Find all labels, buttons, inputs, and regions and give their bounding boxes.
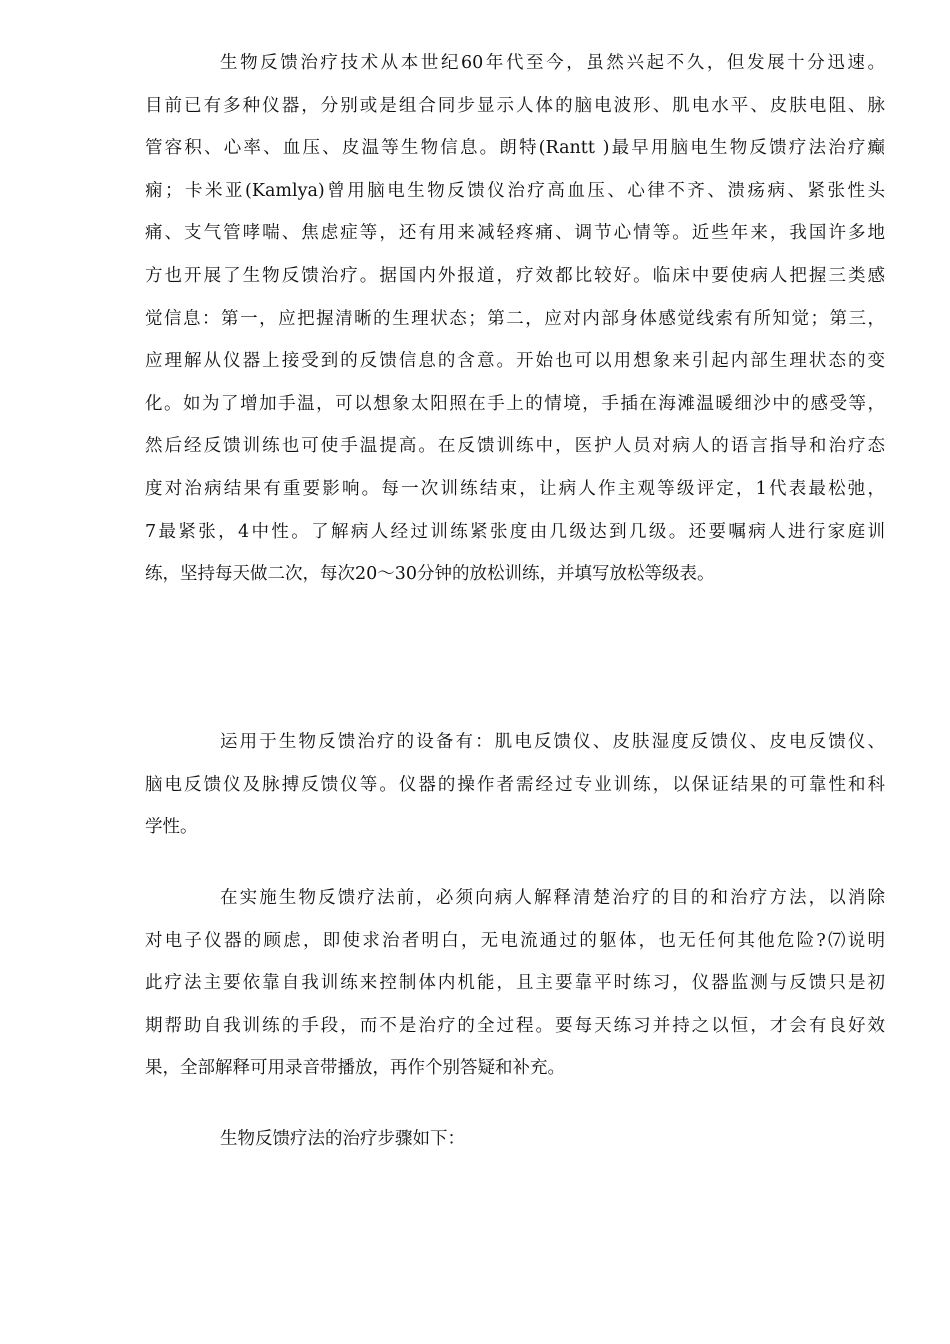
text-line: 生物反馈疗法的治疗步骤如下： [220, 1129, 465, 1149]
text-line: 运用于生物反馈治疗的设备有：肌电反馈仪、皮肤湿度反馈仪、皮电反馈仪、 [220, 732, 885, 752]
text-line: 脑电反馈仪及脉搏反馈仪等。仪器的操作者需经过专业训练，以保证结果的可靠性和科 [145, 774, 885, 795]
paragraph-equipment [145, 721, 885, 849]
text-line: 度对治病结果有重要影响。每一次训练结束，让病人作主观等级评定，1代表最松弛， [145, 478, 885, 499]
text-line: 化。如为了增加手温，可以想象太阳照在手上的情境，手插在海滩温暖细沙中的感受等， [145, 393, 885, 414]
text-line: 此疗法主要依靠自我训练来控制体内机能，且主要靠平时练习，仪器监测与反馈只是初 [145, 973, 885, 994]
text-line: 期帮助自我训练的手段，而不是治疗的全过程。要每天练习并持之以恒，才会有良好效 [145, 1015, 885, 1036]
text-line: 学性。 [145, 817, 198, 838]
text-line: 觉信息：第一，应把握清晰的生理状态；第二，应对内部身体感觉线索有所知觉；第三， [145, 308, 885, 329]
paragraph-steps-heading [145, 1118, 885, 1161]
text-line: 痫；卡米亚(Kamlya)曾用脑电生物反馈仪治疗高血压、心律不齐、溃疡病、紧张性头 [145, 180, 885, 201]
text-line: 7最紧张，4中性。了解病人经过训练紧张度由几级达到几级。还要嘱病人进行家庭训 [145, 521, 885, 542]
text-line: 对电子仪器的顾虑，即使求治者明白，无电流通过的躯体，也无任何其他危险?⑺说明 [145, 930, 885, 951]
text-line: 生物反馈治疗技术从本世纪60年代至今，虽然兴起不久，但发展十分迅速。 [220, 53, 885, 73]
paragraph-patient-explanation [145, 877, 885, 1090]
paragraph-biofeedback-history [145, 42, 885, 596]
text-line: 在实施生物反馈疗法前，必须向病人解释清楚治疗的目的和治疗方法，以消除 [220, 888, 885, 908]
text-line: 应理解从仪器上接受到的反馈信息的含意。开始也可以用想象来引起内部生理状态的变 [145, 351, 885, 372]
text-line: 果，全部解释可用录音带播放，再作个别答疑和补充。 [145, 1058, 565, 1079]
text-line: 痛、支气管哮喘、焦虑症等，还有用来减轻疼痛、调节心情等。近些年来，我国许多地 [145, 223, 885, 244]
text-line: 然后经反馈训练也可使手温提高。在反馈训练中，医护人员对病人的语言指导和治疗态 [145, 436, 885, 457]
text-line: 练，坚持每天做二次，每次20～30分钟的放松训练，并填写放松等级表。 [145, 564, 715, 585]
text-line: 管容积、心率、血压、皮温等生物信息。朗特(Rantt )最早用脑电生物反馈疗法治疗癫 [145, 138, 885, 159]
text-line: 目前已有多种仪器，分别或是组合同步显示人体的脑电波形、肌电水平、皮肤电阻、脉 [145, 95, 885, 116]
text-line: 方也开展了生物反馈治疗。据国内外报道，疗效都比较好。临床中要使病人把握三类感 [145, 265, 885, 286]
